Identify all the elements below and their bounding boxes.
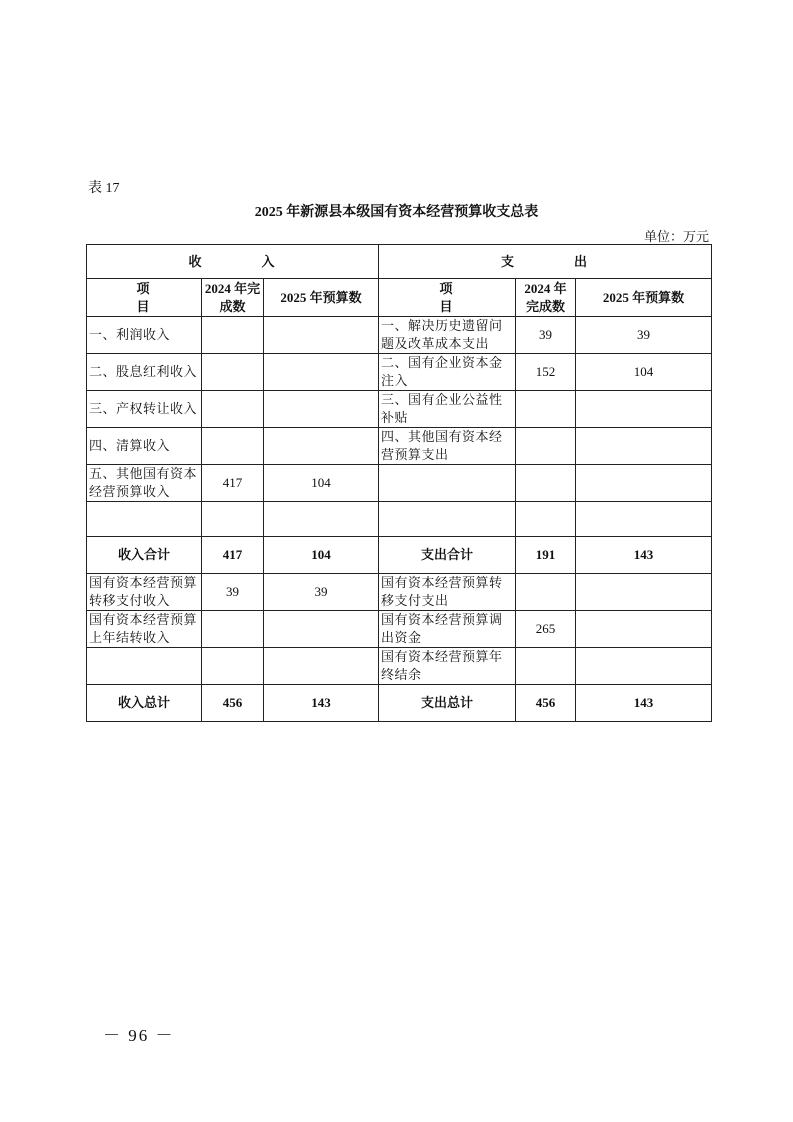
expense-2025-cell bbox=[576, 502, 712, 537]
expense-item-column-header: 项目 bbox=[379, 279, 516, 317]
table-row bbox=[87, 317, 712, 354]
expense-2025-cell bbox=[576, 648, 712, 685]
table-row bbox=[87, 391, 712, 428]
expense-2024-cell bbox=[516, 428, 576, 465]
income-2024-cell bbox=[202, 502, 264, 537]
table-row bbox=[87, 648, 712, 685]
expense-total-2024: 456 bbox=[516, 685, 576, 722]
expense-2025-cell bbox=[576, 465, 712, 502]
expense-2024-cell: 265 bbox=[516, 611, 576, 648]
unit-label: 单位：万元 bbox=[643, 229, 709, 244]
expense-total-label: 支出总计 bbox=[379, 685, 516, 722]
expense-item-cell: 国有资本经营预算转移支付支出 bbox=[379, 574, 516, 611]
income-total-label: 收入总计 bbox=[87, 685, 202, 722]
total-row bbox=[87, 685, 712, 722]
expense-subtotal-2024: 191 bbox=[516, 537, 576, 574]
income-2025-column-header: 2025 年预算数 bbox=[264, 279, 379, 317]
income-subtotal-label: 收入合计 bbox=[87, 537, 202, 574]
income-item-column-header: 项目 bbox=[87, 279, 202, 317]
expense-2025-cell bbox=[576, 391, 712, 428]
income-item-cell: 一、利润收入 bbox=[87, 317, 202, 354]
expense-subtotal-label: 支出合计 bbox=[379, 537, 516, 574]
table-row bbox=[87, 611, 712, 648]
expense-item-cell: 一、解决历史遗留问题及改革成本支出 bbox=[379, 317, 516, 354]
expense-item-cell: 国有资本经营预算调出资金 bbox=[379, 611, 516, 648]
income-item-cell: 四、清算收入 bbox=[87, 428, 202, 465]
income-total-2025: 143 bbox=[264, 685, 379, 722]
expense-2024-cell bbox=[516, 391, 576, 428]
income-2024-cell bbox=[202, 648, 264, 685]
table-number: 表 17 bbox=[88, 181, 120, 196]
table-header-row bbox=[87, 245, 712, 279]
income-item-cell: 二、股息红利收入 bbox=[87, 354, 202, 391]
table-row bbox=[87, 428, 712, 465]
income-item-cell: 三、产权转让收入 bbox=[87, 391, 202, 428]
expense-2025-cell: 39 bbox=[576, 317, 712, 354]
income-subtotal-2024: 417 bbox=[202, 537, 264, 574]
expense-2024-cell bbox=[516, 502, 576, 537]
income-2025-cell bbox=[264, 317, 379, 354]
subtotal-row bbox=[87, 537, 712, 574]
table-row bbox=[87, 354, 712, 391]
income-2025-cell bbox=[264, 502, 379, 537]
expense-item-cell: 二、国有企业资本金注入 bbox=[379, 354, 516, 391]
income-2025-cell bbox=[264, 354, 379, 391]
income-2024-cell bbox=[202, 354, 264, 391]
expense-item-cell bbox=[379, 465, 516, 502]
expense-subtotal-2025: 143 bbox=[576, 537, 712, 574]
income-2025-cell: 104 bbox=[264, 465, 379, 502]
expense-2024-cell: 152 bbox=[516, 354, 576, 391]
expense-2024-cell bbox=[516, 465, 576, 502]
expense-2025-cell: 104 bbox=[576, 354, 712, 391]
income-2024-cell bbox=[202, 317, 264, 354]
income-2025-cell bbox=[264, 648, 379, 685]
expense-2024-cell: 39 bbox=[516, 317, 576, 354]
income-item-cell bbox=[87, 502, 202, 537]
document-title: 2025 年新源县本级国有资本经营预算收支总表 bbox=[254, 205, 539, 220]
expense-2025-cell bbox=[576, 428, 712, 465]
table-row bbox=[87, 502, 712, 537]
expense-item-cell: 四、其他国有资本经营预算支出 bbox=[379, 428, 516, 465]
income-item-cell bbox=[87, 648, 202, 685]
expense-total-2025: 143 bbox=[576, 685, 712, 722]
income-item-cell: 五、其他国有资本经营预算收入 bbox=[87, 465, 202, 502]
expense-2025-cell bbox=[576, 574, 712, 611]
expense-2024-cell bbox=[516, 648, 576, 685]
expense-item-cell bbox=[379, 502, 516, 537]
income-2025-cell: 39 bbox=[264, 574, 379, 611]
expense-item-cell: 国有资本经营预算年终结余 bbox=[379, 648, 516, 685]
budget-table bbox=[86, 244, 712, 722]
income-2025-cell bbox=[264, 391, 379, 428]
income-2025-cell bbox=[264, 428, 379, 465]
income-item-cell: 国有资本经营预算转移支付收入 bbox=[87, 574, 202, 611]
expense-2024-column-header: 2024 年完成数 bbox=[516, 279, 576, 317]
page-number: － 96 － bbox=[103, 1026, 175, 1045]
table-row bbox=[87, 574, 712, 611]
income-2025-cell bbox=[264, 611, 379, 648]
expense-2025-cell bbox=[576, 611, 712, 648]
income-2024-column-header: 2024 年完成数 bbox=[202, 279, 264, 317]
income-2024-cell bbox=[202, 428, 264, 465]
income-2024-cell: 417 bbox=[202, 465, 264, 502]
expense-header: 支出 bbox=[379, 245, 712, 279]
table-row bbox=[87, 465, 712, 502]
income-header: 收入 bbox=[87, 245, 379, 279]
income-2024-cell bbox=[202, 391, 264, 428]
expense-2025-column-header: 2025 年预算数 bbox=[576, 279, 712, 317]
income-subtotal-2025: 104 bbox=[264, 537, 379, 574]
income-item-cell: 国有资本经营预算上年结转收入 bbox=[87, 611, 202, 648]
income-2024-cell bbox=[202, 611, 264, 648]
column-header-row bbox=[87, 279, 712, 317]
expense-item-cell: 三、国有企业公益性补贴 bbox=[379, 391, 516, 428]
income-2024-cell: 39 bbox=[202, 574, 264, 611]
expense-2024-cell bbox=[516, 574, 576, 611]
income-total-2024: 456 bbox=[202, 685, 264, 722]
